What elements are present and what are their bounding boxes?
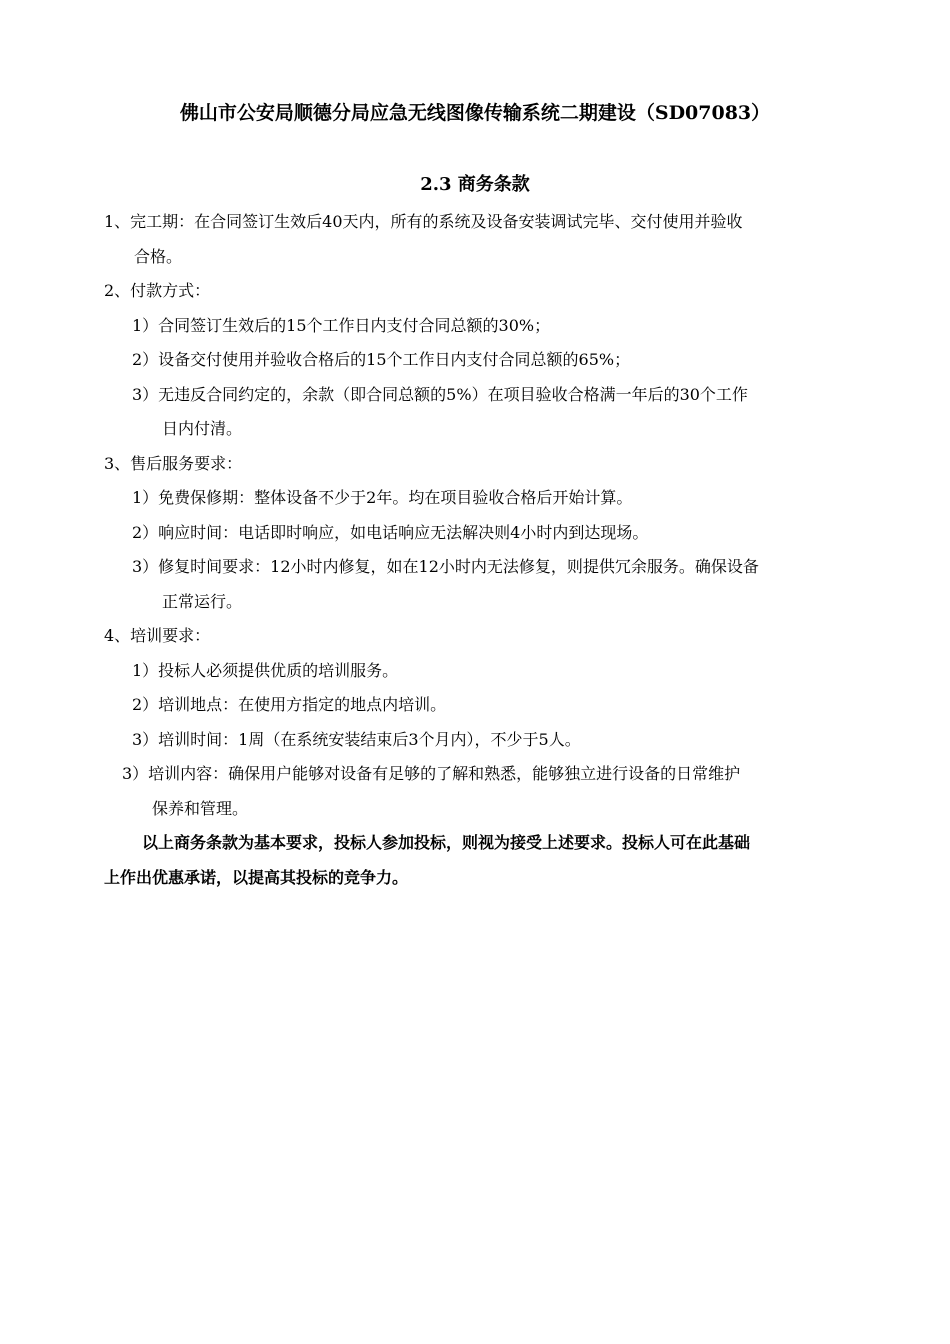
clause-2-heading: 2、付款方式： bbox=[104, 281, 211, 300]
clause-2-item-3: 3）无违反合同约定的，余款（即合同总额的5%）在项目验收合格满一年后的30个工作 bbox=[132, 384, 748, 404]
clause-4-item-2: 2）培训地点：在使用方指定的地点内培训。 bbox=[132, 695, 447, 714]
clause-3-item-2: 2）响应时间：电话即时响应，如电话响应无法解决则4小时内到达现场。 bbox=[132, 522, 649, 542]
clause-4-item-1: 1）投标人必须提供优质的培训服务。 bbox=[132, 660, 399, 680]
clause-4-item-3: 3）培训时间：1周（在系统安装结束后3个月内），不少于5人。 bbox=[132, 729, 581, 749]
clause-4-item-4: 3）培训内容：确保用户能够对设备有足够的了解和熟悉，能够独立进行设备的日常维护 bbox=[122, 764, 741, 783]
clause-3-item-3: 3）修复时间要求：12小时内修复，如在12小时内无法修复，则提供冗余服务。确保设备 bbox=[132, 557, 759, 576]
clause-1-continued: 合格。 bbox=[134, 246, 183, 266]
clause-4-item-4-continued: 保养和管理。 bbox=[152, 798, 249, 818]
clause-1: 1、完工期：在合同签订生效后40天内，所有的系统及设备安装调试完毕、交付使用并验收 bbox=[104, 212, 743, 231]
summary-line-1: 以上商务条款为基本要求，投标人参加投标，则视为接受上述要求。投标人可在此基础 bbox=[142, 833, 751, 852]
document-body bbox=[104, 205, 848, 895]
document-title: 佛山市公安局顺德分局应急无线图像传输系统二期建设（SD07083） bbox=[179, 102, 771, 124]
clause-2-item-2: 2）设备交付使用并验收合格后的15个工作日内支付合同总额的65%； bbox=[132, 350, 631, 369]
clause-3-heading: 3、售后服务要求： bbox=[104, 453, 243, 473]
clause-4-heading: 4、培训要求： bbox=[104, 626, 211, 645]
clause-3-item-3-continued: 正常运行。 bbox=[162, 591, 243, 611]
clause-2-item-3-continued: 日内付清。 bbox=[162, 419, 243, 438]
section-title: 2.3 商务条款 bbox=[420, 174, 530, 195]
summary-line-2: 上作出优惠承诺，以提高其投标的竞争力。 bbox=[104, 867, 409, 887]
clause-3-item-1: 1）免费保修期：整体设备不少于2年。均在项目验收合格后开始计算。 bbox=[132, 488, 633, 507]
clause-2-item-1: 1）合同签订生效后的15个工作日内支付合同总额的30%； bbox=[132, 315, 551, 335]
